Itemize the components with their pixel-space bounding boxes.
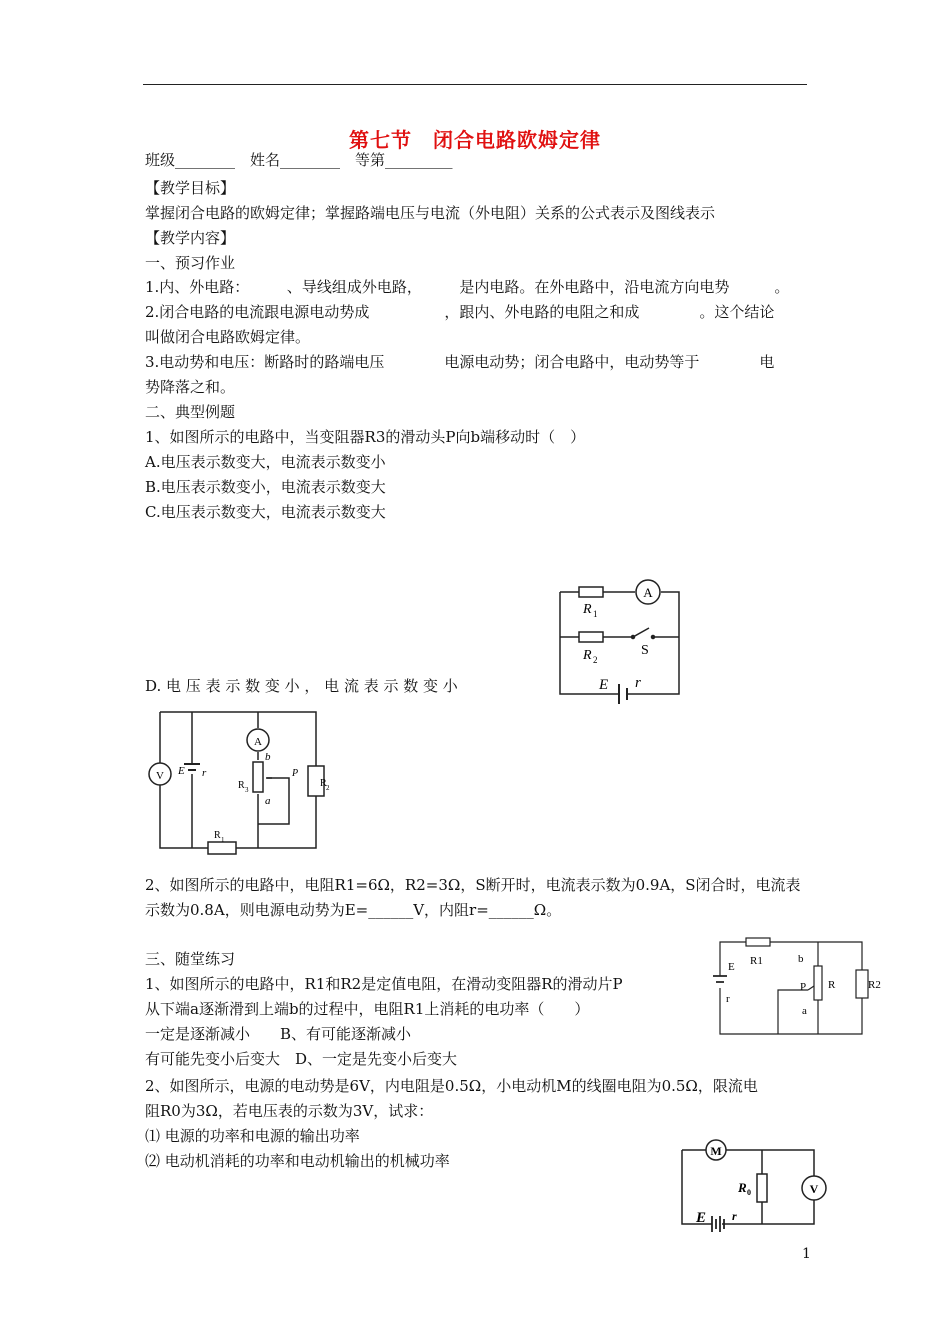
terminal-b-label: b — [265, 751, 271, 763]
r1-label: R — [214, 830, 221, 841]
terminal-a-label: a — [802, 1005, 807, 1017]
rheostat-label: R — [828, 979, 836, 991]
r2-subscript: 2 — [326, 784, 330, 792]
switch-label: S — [641, 643, 649, 658]
example-2-line2: 示数为0.8A，则电源电动势为E=______V，内阻r=______Ω。 — [145, 901, 562, 919]
circuit-diagram-1 — [555, 580, 685, 700]
r1-subscript: 1 — [221, 836, 225, 844]
r2-label: R2 — [868, 979, 881, 991]
practice-2-line2: 阻R0为3Ω，若电压表的示数为3V，试求： — [145, 1102, 434, 1120]
ammeter-label: A — [643, 585, 653, 600]
question-2-line2: 叫做闭合电路欧姆定律。 — [145, 328, 311, 346]
r0-subscript: 0 — [747, 1188, 751, 1197]
internal-resistance-label: r — [732, 1209, 737, 1223]
question-2-line1: 2.闭合电路的电流跟电源电动势成 ，跟内、外电路的电阻之和成 。这个结论 — [145, 303, 775, 321]
objectives-text: 掌握闭合电路的欧姆定律；掌握路端电压与电流（外电阻）关系的公式表示及图线表示 — [145, 204, 716, 222]
example-1-option-c: C.电压表示数变大，电流表示数变大 — [145, 503, 386, 521]
emf-label: E — [599, 677, 609, 693]
r2-label: R — [320, 778, 327, 789]
objectives-heading: 【教学目标】 — [145, 179, 236, 197]
r1-label: R — [583, 602, 592, 617]
practice-1-line1: 1、如图所示的电路中，R1和R2是定值电阻，在滑动变阻器R的滑动片P — [145, 975, 623, 993]
practice-2-sub1: ⑴ 电源的功率和电源的输出功率 — [145, 1127, 360, 1145]
emf-label: E — [178, 765, 185, 777]
r1-subscript: 1 — [593, 609, 598, 619]
internal-resistance-label: r — [202, 767, 207, 779]
slider-p-label: P — [800, 981, 807, 993]
example-1-option-a: A.电压表示数变大，电流表示数变小 — [145, 453, 386, 471]
r2-label: R — [583, 648, 592, 663]
r3-subscript: 3 — [245, 786, 249, 794]
terminal-a-label: a — [265, 795, 271, 807]
page-title: 第七节 闭合电路欧姆定律 — [349, 128, 601, 152]
practice-2-line1: 2、如图所示，电源的电动势是6V，内电阻是0.5Ω，小电动机M的线圈电阻为0.5Ω，限流电 — [145, 1077, 758, 1095]
practice-1-option-a: 一定是逐渐减小 B、有可能逐渐减小 — [145, 1025, 412, 1043]
r1-label: R1 — [750, 955, 763, 967]
section-practice-heading: 三、随堂练习 — [145, 950, 236, 968]
circuit-diagram-3 — [716, 934, 881, 1036]
content-heading: 【教学内容】 — [145, 229, 236, 247]
circuit-diagram-4 — [678, 1138, 828, 1234]
question-3-line2: 势降落之和。 — [145, 378, 236, 396]
example-2-line1: 2、如图所示的电路中，电阻R1=6Ω，R2=3Ω，S断开时，电流表示数为0.9A，S闭合时，电流表 — [145, 876, 801, 894]
page-number: 1 — [802, 1246, 811, 1262]
emf-label: E — [728, 961, 735, 973]
internal-resistance-label: r — [635, 675, 641, 691]
motor-label: M — [710, 1144, 722, 1158]
voltmeter-label: V — [156, 770, 164, 782]
practice-1-line2: 从下端a逐渐滑到上端b的过程中，电阻R1上消耗的电功率（ ） — [145, 1000, 590, 1018]
ammeter-label: A — [254, 736, 262, 748]
internal-resistance-label: r — [726, 993, 730, 1005]
header-rule — [143, 84, 807, 85]
practice-1-option-cd: 有可能先变小后变大 D、一定是先变小后变大 — [145, 1050, 458, 1068]
slider-p-label: P — [292, 768, 299, 779]
emf-label: E — [696, 1210, 707, 1226]
example-1-option-d: D. 电 压 表 示 数 变 小 ， 电 流 表 示 数 变 小 — [145, 677, 458, 695]
voltmeter-label: V — [809, 1182, 819, 1196]
section-examples-heading: 二、典型例题 — [145, 403, 236, 421]
question-1: 1.内、外电路： 、导线组成外电路， 是内电路。在外电路中，沿电流方向电势 。 — [145, 278, 790, 296]
question-3-line1: 3.电动势和电压：断路时的路端电压 电源电动势；闭合电路中，电动势等于 电 — [145, 353, 775, 371]
terminal-b-label: b — [798, 953, 804, 965]
r3-label: R — [238, 780, 245, 791]
practice-2-sub2: ⑵ 电动机消耗的功率和电动机输出的机械功率 — [145, 1152, 450, 1170]
example-1-question: 1、如图所示的电路中，当变阻器R3的滑动头P向b端移动时（ ） — [145, 428, 586, 446]
section-preview-heading: 一、预习作业 — [145, 254, 236, 272]
student-info-line: 班级________ 姓名________ 等第_________ — [145, 151, 453, 169]
r0-label: R — [738, 1180, 747, 1195]
r2-subscript: 2 — [593, 655, 598, 665]
example-1-option-b: B.电压表示数变小，电流表示数变大 — [145, 478, 386, 496]
circuit-diagram-2 — [148, 708, 330, 856]
